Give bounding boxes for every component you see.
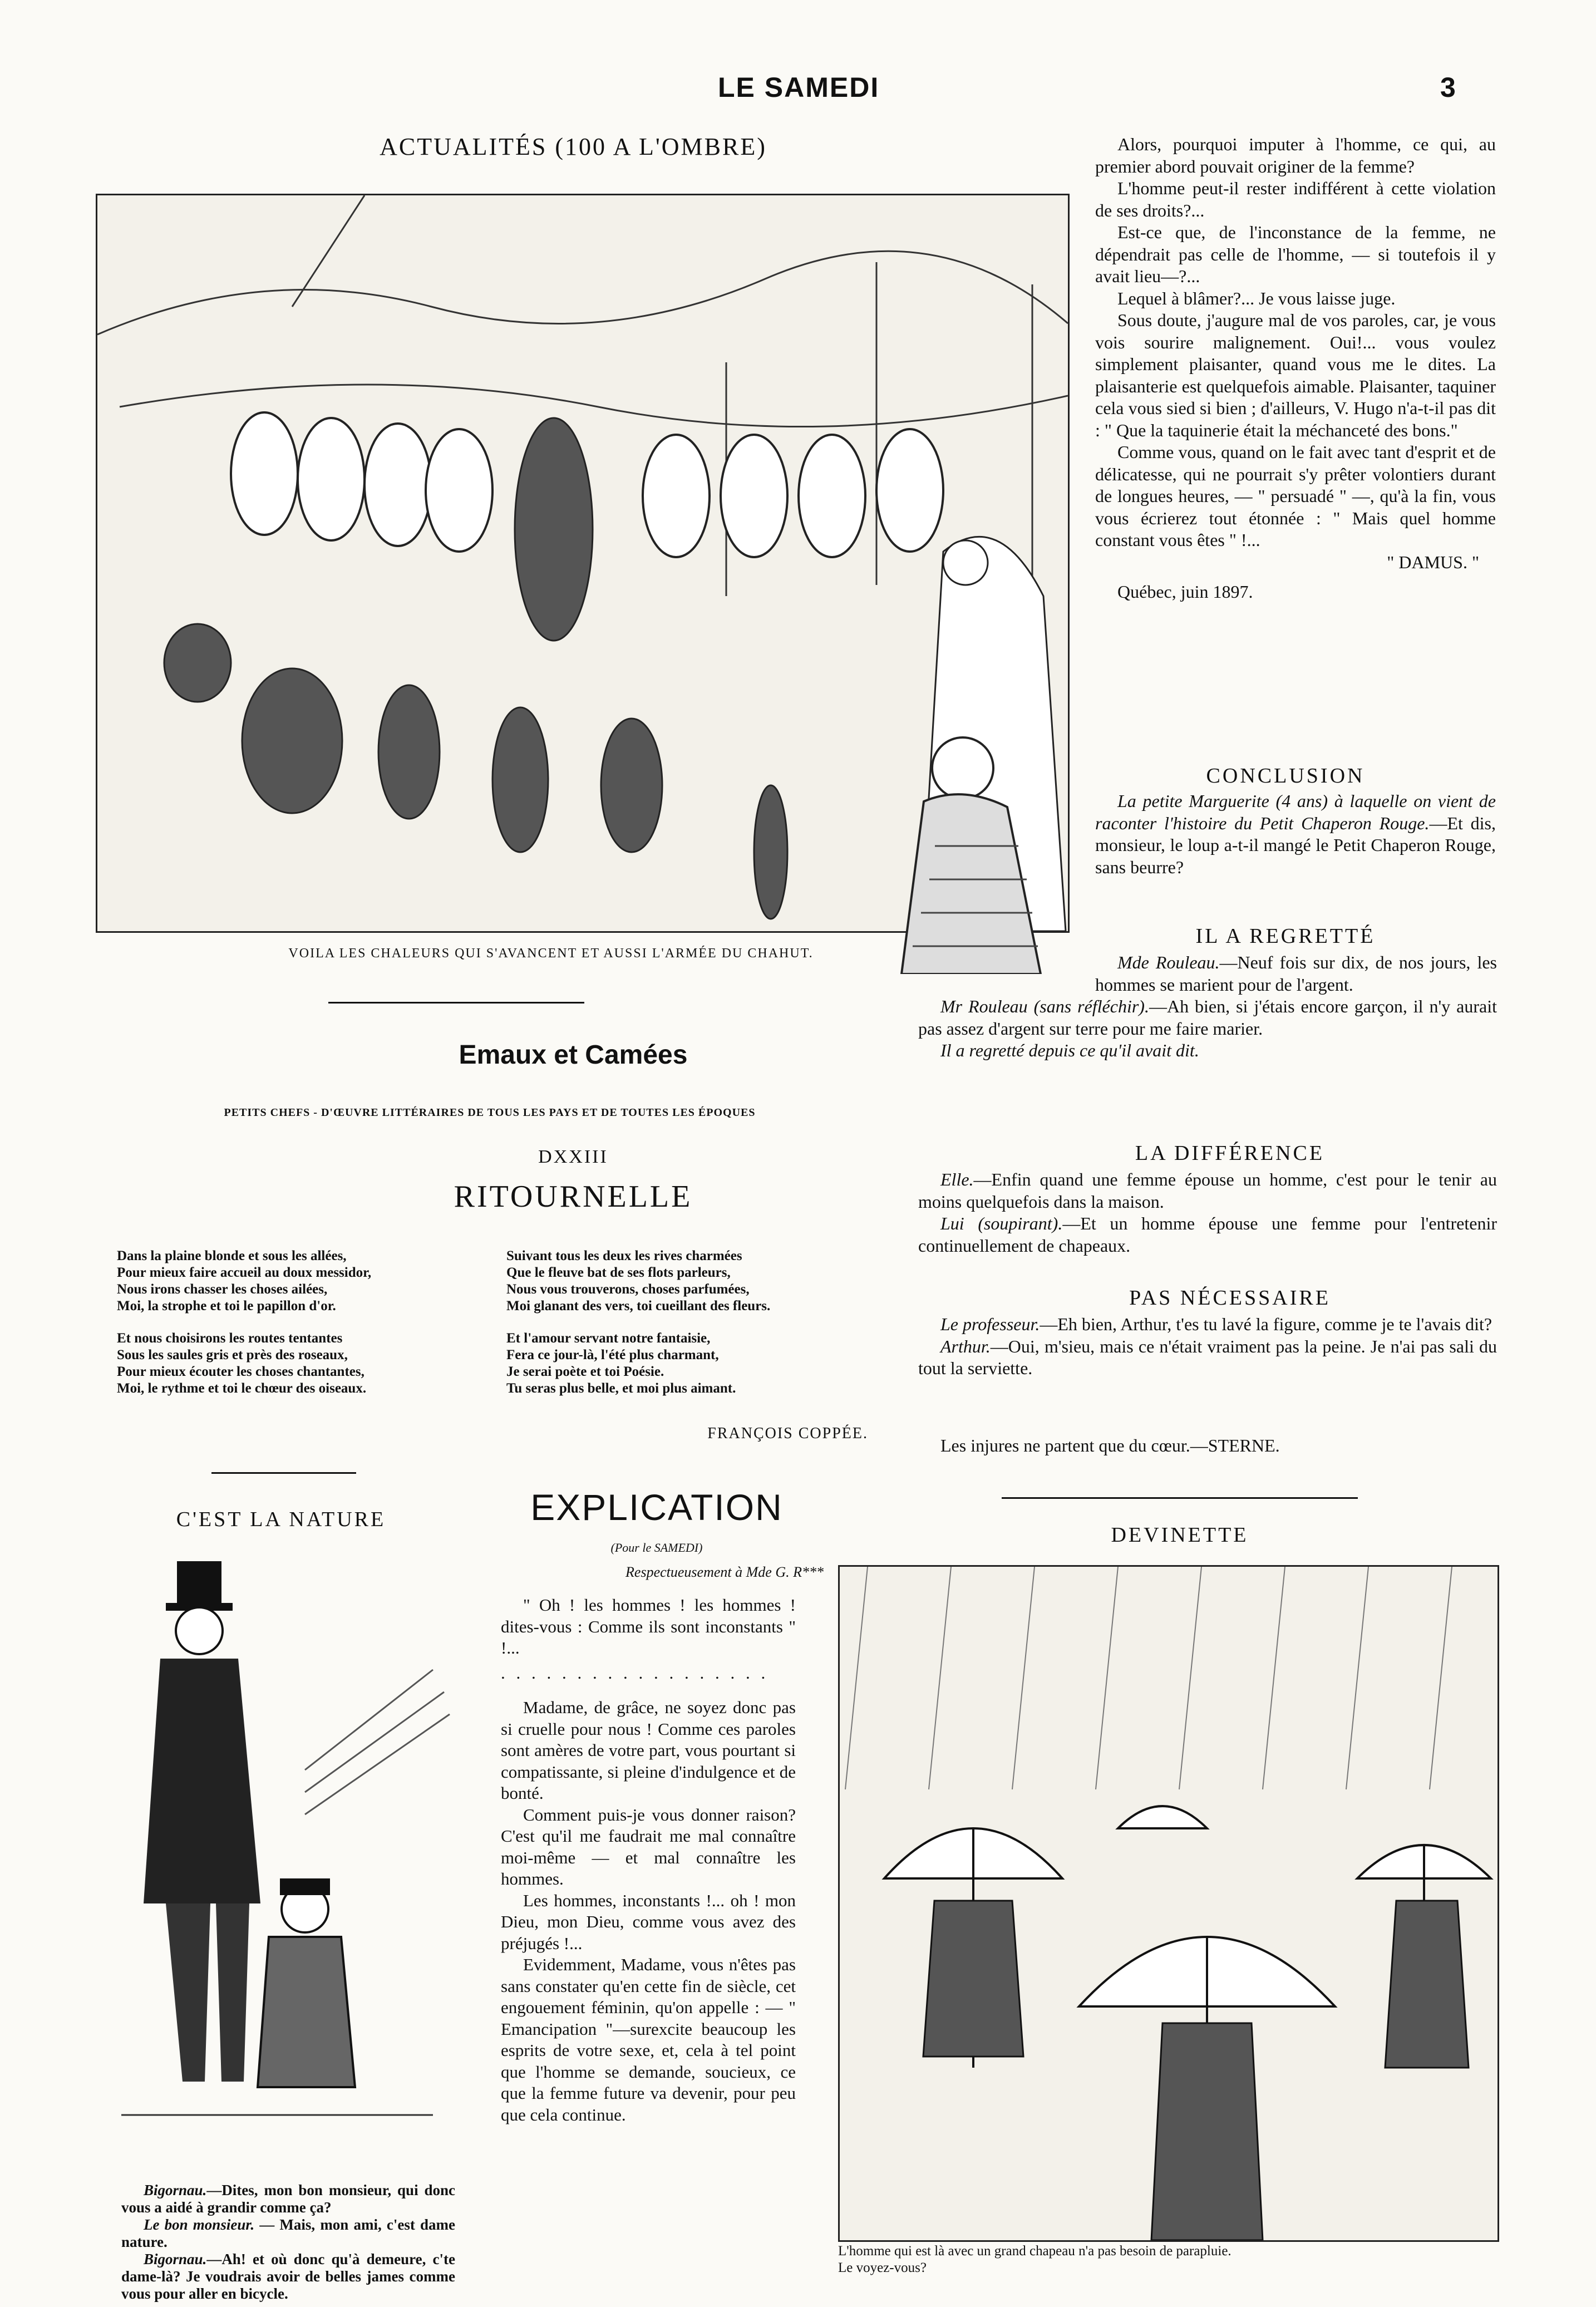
poem-number: DXXIII (538, 1147, 608, 1167)
paragraph: " Oh ! les hommes ! les hommes ! dites-vous : Comme ils sont inconstants " !... (501, 1595, 796, 1657)
speaker: Lui (soupirant). (940, 1213, 1063, 1233)
conclusion-text (1095, 790, 1496, 878)
stanza (117, 1248, 473, 1315)
verse: Nous vous trouverons, choses parfumées, (506, 1282, 750, 1297)
line: —Oui, m'sieu, mais ce n'était vraiment pas la peine. Je n'ai pas sali du tout la serviette. (918, 1336, 1497, 1378)
regrette-title: IL A REGRETTÉ (1195, 924, 1376, 948)
paragraph: L'homme peut-il rester indifférent à cette violation de ses droits?... (1095, 178, 1496, 220)
page-number: 3 (1440, 72, 1457, 103)
speaker: Elle. (940, 1169, 974, 1189)
place-date: Québec, juin 1897. (1117, 582, 1253, 602)
conclusion-intro: La petite Marguerite (4 ans) à laquelle on vient de raconter l'histoire du Petit Chaperon Rouge. (1095, 791, 1496, 833)
poem-left-column (117, 1248, 473, 1413)
explication-source: (Pour le SAMEDI) (610, 1541, 703, 1555)
devinette-caption (838, 2243, 1506, 2276)
verse: Moi, la strophe et toi le papillon d'or. (117, 1298, 336, 1314)
devinette-title: DEVINETTE (1111, 1523, 1249, 1547)
explication-dedication: Respectueusement à Mde G. R*** (625, 1564, 824, 1580)
speaker: Le professeur. (940, 1314, 1040, 1334)
difference-text (918, 1169, 1497, 1257)
verse: Sous les saules gris et près des roseaux, (117, 1347, 348, 1362)
paragraph: Sous doute, j'augure mal de vos paroles, car, je vous vois sourire malignement. Oui!... vous voulez simplement plaisanter, quand vous me le dites. La plaisanterie est quelquefois aimable. Plaisanter, taquiner cela vous sied si bien ; d'ailleurs, V. Hugo n'a-t-il pas dit : " Que la taquinerie était la méchanceté des bons." (1095, 310, 1496, 440)
regrette-text (918, 952, 1497, 1062)
verse: Et l'amour servant notre fantaisie, (506, 1331, 711, 1346)
signature: " DAMUS. " (1387, 552, 1479, 572)
illustration-woman-figure (874, 718, 1074, 974)
nature-dialogue (121, 2182, 455, 2303)
paragraph: Evidemment, Madame, vous n'êtes pas sans constater qu'en cette fin de siècle, cet engouement féminin, qu'on appelle : — " Emancipation "—surexcite beaucoup les esprits de votre sexe, et, cela à tel point que l'homme se demande, soucieux, ce que la femme future va devenir, pour peu que cela continue. (501, 1955, 796, 2124)
line: —Enfin quand une femme épouse un homme, c'est pour le tenir au moins quelquefois dans la maison. (918, 1169, 1497, 1212)
poem-title: RITOURNELLE (454, 1179, 693, 1214)
difference-title: LA DIFFÉRENCE (1135, 1142, 1325, 1165)
verse: Tu seras plus belle, et moi plus aimant. (506, 1381, 736, 1396)
emaux-subtitle: PETITS CHEFS - D'ŒUVRE LITTÉRAIRES DE TOUS LES PAYS ET DE TOUTES LES ÉPOQUES (224, 1106, 756, 1119)
divider (211, 1472, 356, 1474)
speaker: Bigornau. (144, 2182, 207, 2198)
paragraph: Est-ce que, de l'inconstance de la femme, ne dépendrait pas celle de l'homme, — si toutefois il y avait lieu—?... (1095, 222, 1496, 286)
maxim-text: Les injures ne partent que du cœur.— (940, 1435, 1208, 1455)
right-column-text (1095, 134, 1496, 603)
woman-figure-drawing (874, 718, 1074, 974)
poem-author: FRANÇOIS COPPÉE. (707, 1425, 868, 1442)
line: —Ah! et où donc qu'à demeure, c'te dame-là? Je voudrais avoir de belles james comme vous pour aller en bicycle. (121, 2251, 455, 2302)
verse: Pour mieux faire accueil au doux messidor, (117, 1265, 372, 1280)
maxim-author: STERNE. (1208, 1435, 1280, 1455)
speaker: Le bon monsieur. (144, 2216, 255, 2233)
caption-line: Le voyez-vous? (838, 2260, 927, 2275)
line: —Et un homme épouse une femme pour l'entretenir continuellement de chapeaux. (918, 1213, 1498, 1256)
ellipsis-row: . . . . . . . . . . . . . . . . . . (501, 1662, 769, 1683)
line: —Eh bien, Arthur, t'es tu lavé la figure, comme je te l'avais dit? (1040, 1314, 1492, 1334)
paragraph: Les hommes, inconstants !... oh ! mon Dieu, mon Dieu, comme vous avez des préjugés !... (501, 1890, 796, 1953)
verse: Moi glanant des vers, toi cueillant des fleurs. (506, 1298, 771, 1314)
emaux-title: Emaux et Camées (459, 1040, 688, 1070)
explication-title: EXPLICATION (530, 1487, 783, 1528)
paragraph: Alors, pourquoi imputer à l'homme, ce qui, au premier abord pouvait originer de la femme? (1095, 134, 1496, 176)
paragraph: Madame, de grâce, ne soyez donc pas si cruelle pour nous ! Comme ces paroles sont amères de votre part, vous pourtant si compatissante, si pleine d'indulgence et de bonté. (501, 1698, 796, 1803)
stanza (117, 1330, 473, 1397)
speaker: Mr Rouleau (sans réfléchir). (940, 996, 1149, 1016)
conclusion-line: —Et dis, monsieur, le loup a-t-il mangé le Petit Chaperon Rouge, sans beurre? (1095, 813, 1496, 877)
maxim (940, 1435, 1497, 1457)
gentleman-boy-drawing (121, 1558, 455, 2237)
line: — Mais, mon ami, c'est dame nature. (121, 2216, 455, 2250)
divider (328, 1002, 584, 1004)
line: —Dites, mon bon monsieur, qui donc vous a aidé à grandir comme ça? (121, 2182, 455, 2216)
nature-title: C'EST LA NATURE (176, 1508, 386, 1531)
paragraph: Lequel à blâmer?... Je vous laisse juge. (1117, 288, 1396, 308)
verse: Fera ce jour-là, l'été plus charmant, (506, 1347, 719, 1362)
poem-right-column (506, 1248, 874, 1413)
explication-text (501, 1595, 796, 2126)
verse: Suivant tous les deux les rives charmées (506, 1248, 742, 1263)
rain-umbrellas-drawing (840, 1567, 1498, 2240)
line: —Ah bien, si j'étais encore garçon, il n'y aurait pas assez d'argent sur terre pour me faire marier. (918, 996, 1498, 1039)
illustration-rain-umbrellas (838, 1565, 1499, 2242)
verse: Que le fleuve bat de ses flots parleurs, (506, 1265, 731, 1280)
illustration-gentleman-boy (121, 1558, 455, 2237)
regrette-conclusion: Il a regretté depuis ce qu'il avait dit. (940, 1040, 1199, 1060)
stanza (506, 1248, 874, 1315)
verse: Dans la plaine blonde et sous les allées, (117, 1248, 347, 1263)
paragraph: Comme vous, quand on le fait avec tant d'esprit et de délicatesse, qui ne pourrait s'y prêter volontiers durant de longues heures, — " persuadé " —, qu'à la fin, vous vous écrierez tout étonnée : " Mais quel homme constant vous êtes " !... (1095, 442, 1496, 550)
speaker: Mde Rouleau. (1117, 952, 1220, 972)
actualites-caption: VOILA LES CHALEURS QUI S'AVANCENT ET AUSSI L'ARMÉE DU CHAHUT. (288, 946, 814, 961)
speaker: Bigornau. (144, 2251, 207, 2267)
verse: Nous irons chasser les choses ailées, (117, 1282, 328, 1297)
verse: Je serai poète et toi Poésie. (506, 1364, 664, 1379)
newspaper-title: LE SAMEDI (718, 72, 880, 103)
actualites-title: ACTUALITÉS (100 A L'OMBRE) (380, 133, 767, 160)
paragraph: Comment puis-je vous donner raison? C'est qu'il me faudrait me mal connaître moi-même — et mal connaître les hommes. (501, 1804, 796, 1888)
verse: Et nous choisirons les routes tentantes (117, 1331, 343, 1346)
verse: Moi, le rythme et toi le chœur des oiseaux. (117, 1381, 367, 1396)
line: —Neuf fois sur dix, de nos jours, les hommes se marient pour de l'argent. (1095, 952, 1498, 995)
verse: Pour mieux écouter les choses chantantes, (117, 1364, 364, 1379)
conclusion-title: CONCLUSION (1206, 764, 1365, 788)
stanza (506, 1330, 874, 1397)
pas-necessaire-text (918, 1314, 1497, 1380)
pas-necessaire-title: PAS NÉCESSAIRE (1129, 1286, 1331, 1310)
divider (1002, 1497, 1358, 1499)
caption-line: L'homme qui est là avec un grand chapeau n'a pas besoin de parapluie. (838, 2244, 1232, 2259)
speaker: Arthur. (940, 1336, 991, 1356)
